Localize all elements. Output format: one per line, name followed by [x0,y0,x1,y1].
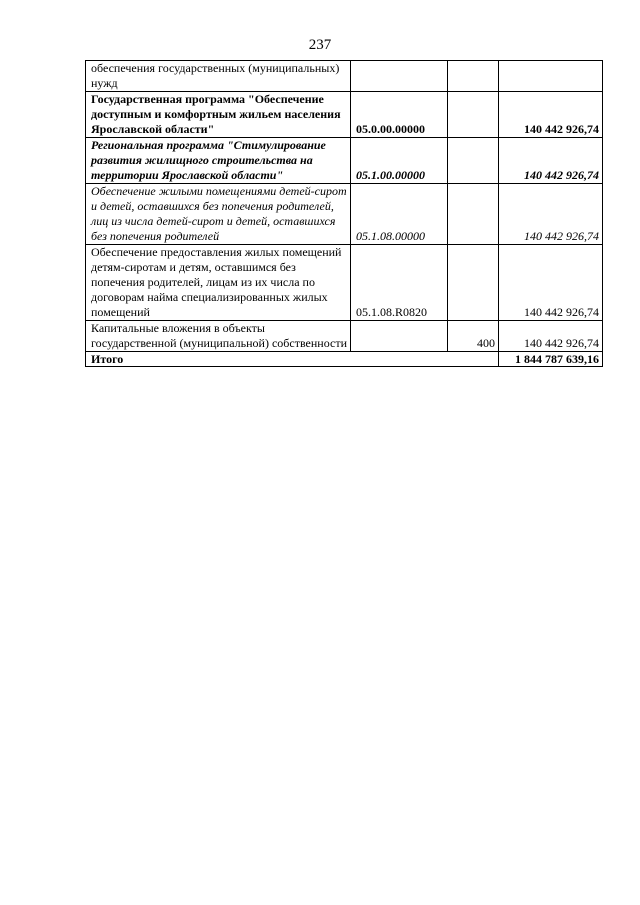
total-row [86,352,603,367]
row-sum: 140 442 926,74 [499,138,603,184]
row-name: Региональная программа "Стимулирование развития жилищного строительства на территории Ярославской области" [86,138,351,184]
row-name: обеспечения государственных (муниципальных) нужд [86,61,351,92]
table-row [86,92,603,138]
table-row [86,184,603,245]
row-vr [448,184,499,245]
row-code: 05.1.08.00000 [351,184,448,245]
row-code: 05.0.00.00000 [351,92,448,138]
row-name: Капитальные вложения в объекты государственной (муниципальной) собственности [86,321,351,352]
row-sum: 140 442 926,74 [499,92,603,138]
row-code: 05.1.08.R0820 [351,245,448,321]
row-sum [499,61,603,92]
row-vr [448,245,499,321]
row-code: 05.1.00.00000 [351,138,448,184]
row-name: Обеспечение жилыми помещениями детей-сирот и детей, оставшихся без попечения родителей, лиц из числа детей-сирот и детей, оставшихся без попечения родителей [86,184,351,245]
row-sum: 140 442 926,74 [499,184,603,245]
row-code [351,61,448,92]
page-number: 237 [308,37,332,53]
row-vr [448,61,499,92]
row-vr [448,138,499,184]
budget-table [85,60,603,367]
table-row [86,138,603,184]
table-row [86,321,603,352]
row-vr: 400 [448,321,499,352]
row-sum: 140 442 926,74 [499,245,603,321]
row-vr [448,92,499,138]
total-label: Итого [86,352,499,367]
row-sum: 140 442 926,74 [499,321,603,352]
table-row [86,245,603,321]
row-code [351,321,448,352]
row-name: Государственная программа "Обеспечение доступным и комфортным жильем населения Ярославской области" [86,92,351,138]
total-sum: 1 844 787 639,16 [499,352,603,367]
table-row [86,61,603,92]
row-name: Обеспечение предоставления жилых помещений детям-сиротам и детям, оставшимся без попечения родителей, лицам из их числа по договорам найма специализированных жилых помещений [86,245,351,321]
